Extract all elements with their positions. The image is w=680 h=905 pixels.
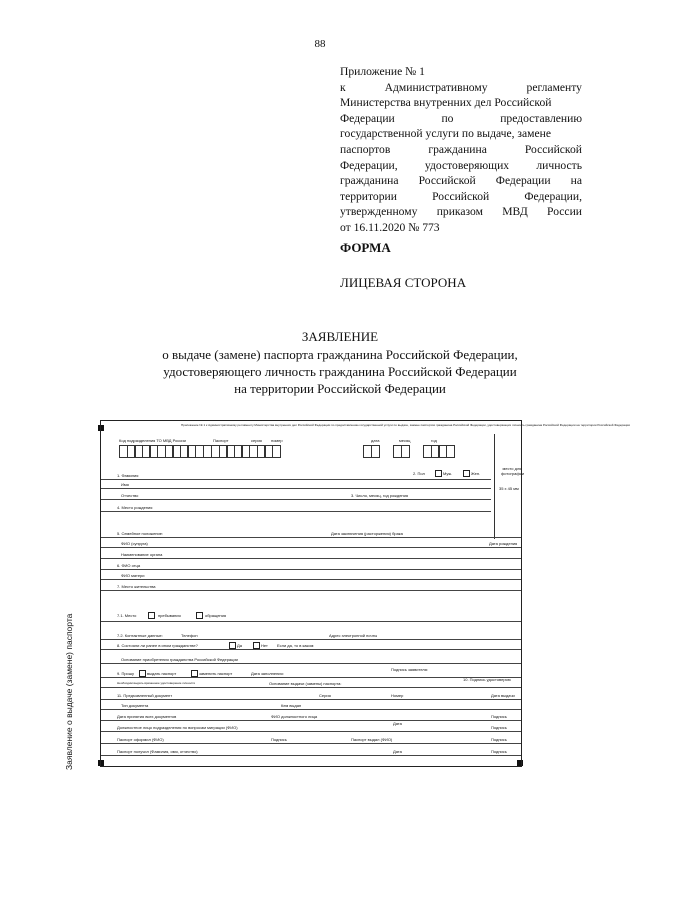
annex-word: от 16.11.2020 № 773: [340, 220, 440, 234]
form-label: ФОРМА: [340, 240, 391, 255]
mother-label: ФИО матери: [121, 573, 145, 578]
side-caption: Заявление о выдаче (замене) паспорта: [64, 613, 74, 770]
annex-word: удостоверяющих: [424, 158, 510, 172]
char-cell[interactable]: [446, 445, 455, 458]
replace-checkbox[interactable]: [191, 670, 198, 677]
father-label: 6. ФИО отца: [117, 563, 141, 568]
migration-official-label: Должностное лицо подразделения по вопросам миграции (ФИО): [117, 725, 238, 730]
annex-line: [340, 111, 582, 127]
number-label: номер: [271, 438, 283, 443]
yes-checkbox[interactable]: [229, 642, 236, 649]
month-label: месяц: [399, 438, 411, 443]
annex-line: [340, 64, 582, 80]
photo-area: [494, 434, 525, 539]
replace-reason-label: Основание выдачи (замены) паспорта:: [269, 681, 342, 686]
annex-line: [340, 95, 582, 111]
annex-line: [340, 220, 582, 236]
accept-date-label: Дата принятия всех документов: [117, 714, 177, 719]
issued-by-label: Кем выдан: [281, 703, 302, 708]
passport-received-label: Паспорт получил (Фамилия, имя, отчество): [117, 749, 198, 754]
male-label: Муж.: [443, 471, 453, 476]
photo-place: место для фотографии: [501, 466, 525, 476]
annex-word: Федерации: [495, 174, 551, 188]
signature-label-3: Подпись: [271, 737, 287, 742]
annex-word: Федерации: [340, 111, 395, 125]
annex-word: к: [340, 80, 346, 94]
date-label: дата: [371, 438, 380, 443]
annex-line: [340, 80, 582, 96]
year-label: год: [431, 438, 437, 443]
spouse-label: ФИО (супруга): [121, 541, 148, 546]
char-cell[interactable]: [401, 445, 410, 458]
annex-word: Российской: [432, 189, 490, 203]
stay-checkbox[interactable]: [148, 612, 155, 619]
need-extra-label: Необходим выдать временное удостоверение личности: [117, 681, 196, 685]
form-header-note: Приложение № 1 к Административному регламенту Министерства внутренних дел Российской Федерации по предоставлению государственной услуги по выдаче, замене паспортов гражданина Российской Федерации, удостоверяющих личность гражданина Российской Федерации на территории Российской Федерации: [181, 423, 630, 427]
annex-line: [340, 173, 582, 189]
signature-label-2: Подпись: [491, 725, 507, 730]
passport-made-label: Паспорт оформил (ФИО): [117, 737, 164, 742]
page-number: 88: [314, 38, 326, 50]
marital-label: 5. Семейное положение:: [117, 531, 164, 536]
annex-word: приказом: [436, 205, 483, 219]
replace-label: заменить паспорт: [199, 671, 233, 676]
annex-word: гражданина: [428, 142, 487, 156]
date-small-label-2: Дата: [393, 749, 402, 754]
annex-word: Федерации,: [340, 158, 398, 172]
annex-word: гражданина: [340, 174, 399, 188]
signature-label-4: Подпись: [491, 737, 507, 742]
annex-word: утвержденному: [340, 205, 418, 219]
spouse-birth-label: Дата рождения: [489, 541, 518, 546]
annex-line: [340, 126, 582, 142]
sex-label: 2. Пол: [413, 471, 425, 476]
char-cell[interactable]: [272, 445, 281, 458]
title-heading: ЗАЯВЛЕНИЕ: [301, 329, 379, 344]
no-label: Нет: [261, 643, 268, 648]
request-label: 9. Прошу: [117, 671, 134, 676]
passport-issued-label: Паспорт выдал (ФИО): [351, 737, 393, 742]
birth-place-label: 4. Место рождения: [117, 505, 153, 510]
title-line-2: удостоверяющего личность гражданина Российской Федерации: [163, 364, 517, 379]
residence-label: 7. Место жительства: [117, 584, 156, 589]
address-option: обращения: [205, 613, 227, 618]
date-small-label: Дата: [393, 721, 402, 726]
annex-word: регламенту: [526, 80, 582, 94]
yes-label: Да: [237, 643, 242, 648]
official-label: ФИО должностного лица: [271, 714, 318, 719]
annex-word: паспортов: [340, 142, 391, 156]
annex-word: Приложение № 1: [340, 65, 425, 78]
photo-size: 35 x 45 мм: [499, 486, 519, 491]
annex-word: предоставлению: [500, 111, 582, 125]
issue-checkbox[interactable]: [139, 670, 146, 677]
application-form: [100, 420, 630, 767]
female-checkbox[interactable]: [463, 470, 470, 477]
annex-word: МВД: [502, 205, 528, 219]
doc-number-label: Номер: [391, 693, 404, 698]
other-citizenship-label: 8. Состояли ли ранее в ином гражданстве?: [117, 643, 198, 648]
signature-label: Подпись: [491, 714, 507, 719]
annex-word: Административному: [384, 80, 488, 94]
no-checkbox[interactable]: [253, 642, 260, 649]
title-line-1: о выдаче (замене) паспорта гражданина Российской Федерации,: [162, 347, 518, 362]
contacts-label: 7.2. Контактные данные:: [117, 633, 163, 638]
annex-word: личность: [536, 158, 582, 172]
name-label: Имя: [121, 482, 129, 487]
fill-date-label: Дата заполнения:: [251, 671, 284, 676]
annex-line: [340, 204, 582, 220]
code-label: Код подразделения ТО МВД России: [119, 438, 186, 443]
male-checkbox[interactable]: [435, 470, 442, 477]
marriage-date-label: Дата заключения (расторжения) брака: [331, 531, 403, 536]
annex-word: на: [570, 174, 582, 188]
doc-series-label: Серия: [319, 693, 331, 698]
annex-block: [340, 64, 582, 236]
series-label: серия: [251, 438, 262, 443]
stay-label: 7.1. Место: [117, 613, 137, 618]
annex-word: Министерства внутренних дел Российской: [340, 96, 552, 110]
patronymic-label: Отчество: [121, 493, 139, 498]
annex-word: по: [441, 111, 454, 125]
issue-label: выдать паспорт: [147, 671, 177, 676]
annex-word: Российской: [524, 142, 582, 156]
if-yes-label: Если да, то в каком:: [277, 643, 315, 648]
applicant-sign-label: Подпись заявителя:: [391, 667, 429, 672]
prev-doc-label: 11. Предъявленный документ: [117, 693, 173, 698]
annex-word: России: [547, 205, 582, 219]
sign10-label: 10. Подпись удостоверяю: [463, 677, 511, 682]
stay-option: пребывания: [158, 613, 181, 618]
annex-word: территории: [340, 189, 397, 203]
title-line-3: на территории Российской Федерации: [234, 381, 446, 396]
annex-line: [340, 142, 582, 158]
annex-word: государственной услуги по выдаче, замене: [340, 127, 551, 141]
acquisition-label: Основание приобретения гражданства Российской Федерации: [121, 657, 238, 662]
annex-line: [340, 158, 582, 174]
address-checkbox[interactable]: [196, 612, 203, 619]
char-cell[interactable]: [371, 445, 380, 458]
annex-word: Федерации,: [524, 189, 582, 203]
face-side-label: ЛИЦЕВАЯ СТОРОНА: [340, 275, 467, 290]
surname-label: 1. Фамилия: [117, 473, 139, 478]
phone-label: Телефон: [181, 633, 198, 638]
doc-issue-date-label: Дата выдачи: [491, 693, 515, 698]
email-label: Адрес электронной почты: [329, 633, 378, 638]
doc-type-label: Тип документа: [121, 703, 149, 708]
registry-org-label: Наименование органа: [121, 552, 163, 557]
passport-label: Паспорт: [213, 438, 229, 443]
annex-line: [340, 189, 582, 205]
female-label: Жен.: [471, 471, 481, 476]
birth-date-label: 3. Число, месяц, год рождения: [351, 493, 409, 498]
signature-label-5: Подпись: [491, 749, 507, 754]
annex-word: Российской: [418, 174, 476, 188]
